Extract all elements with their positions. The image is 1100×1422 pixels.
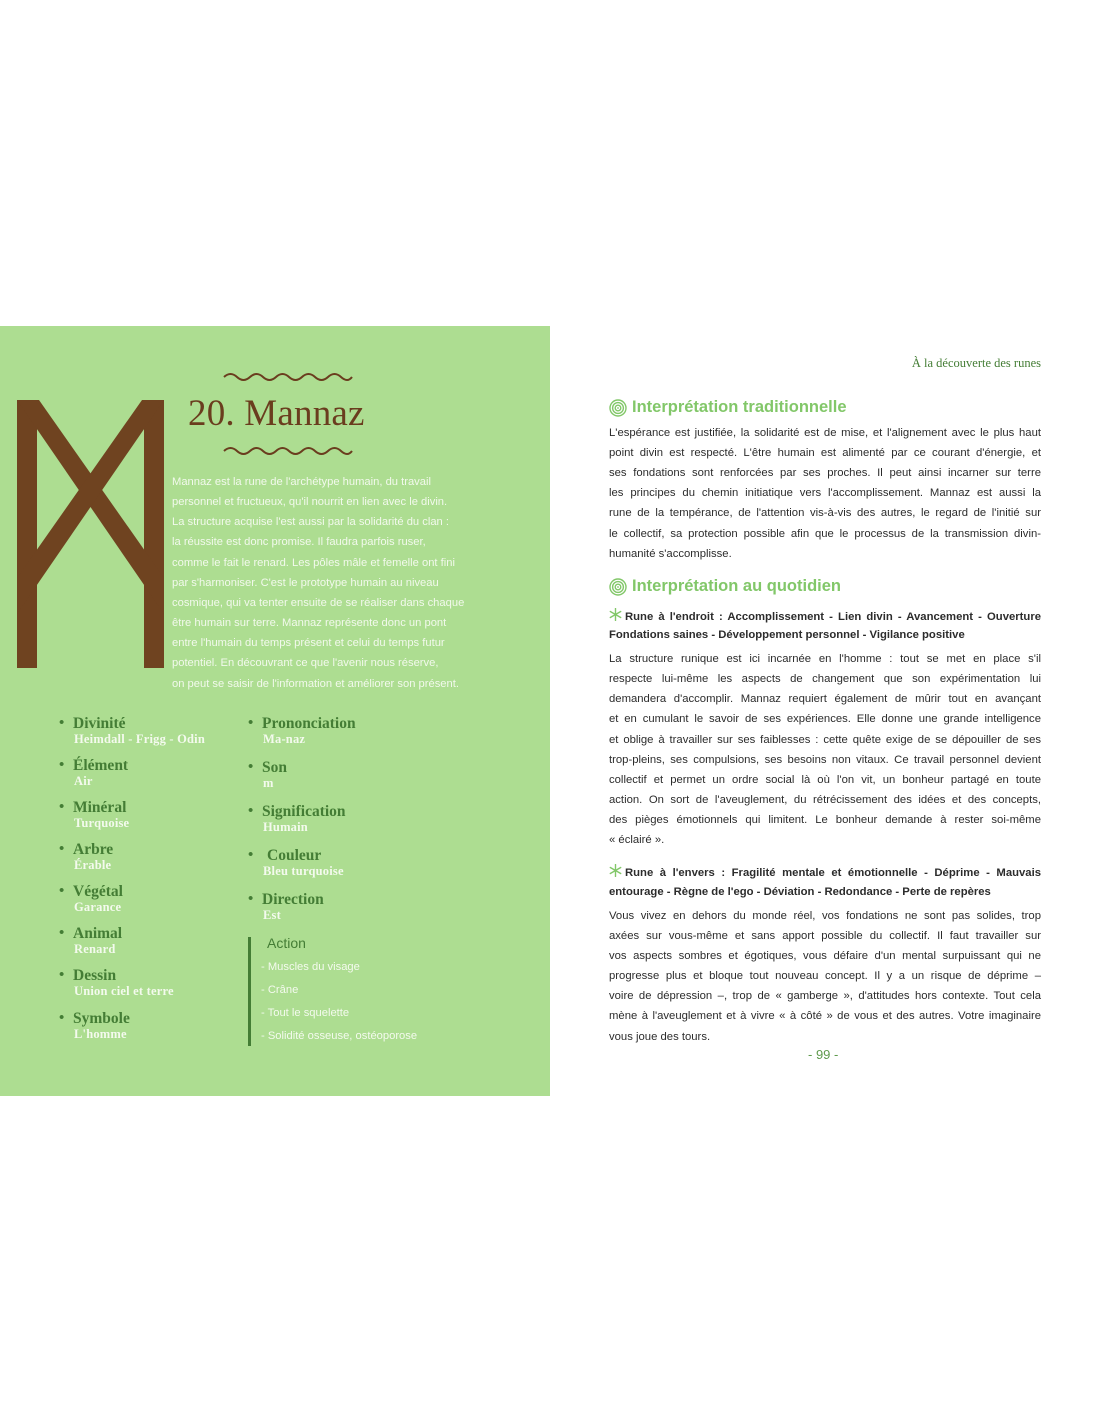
attribute-animal — [59, 925, 123, 957]
intro-line: par s'harmoniser. C'est le prototype humain au niveau — [172, 577, 439, 589]
body-line: La structure runique est ici incarnée en l'homme : tout se met en place s'il — [609, 653, 1041, 665]
upright-keywords-line2: Fondations saines - Développement personnel - Vigilance positive — [609, 629, 965, 641]
attribute-vegetal — [59, 883, 123, 915]
attribute-label: Son — [262, 759, 287, 776]
attribute-label: Arbre — [73, 841, 114, 858]
bullet-icon: • — [59, 799, 65, 815]
body-line: axées sur vous-même et sans apport possible du collectif. Il faut travailler sur — [609, 930, 1041, 942]
body-line: humanité s'accomplisse. — [609, 548, 732, 560]
attribute-value: Érable — [74, 858, 112, 872]
bullet-icon: • — [59, 841, 65, 857]
attribute-label: Signification — [262, 803, 346, 820]
intro-line: comme le fait le renard. Les pôles mâle et femelle ont fini — [172, 557, 455, 569]
mannaz-rune-icon — [17, 400, 165, 668]
body-line: vous joue des tours. — [609, 1031, 711, 1043]
section-title-text: Interprétation au quotidien — [632, 577, 841, 595]
body-line: voire de dépression –, trop de « gamberge », d'attitudes hors contexte. Tout cela — [609, 990, 1041, 1002]
body-line: progresse plus et bloque tout nouveau concept. Il y a un risque de déprime – — [609, 970, 1041, 982]
intro-line: La structure acquise l'est aussi par la solidarité du clan : — [172, 516, 449, 528]
attribute-signification — [248, 803, 346, 835]
action-title: Action — [267, 935, 306, 951]
spiral-icon — [609, 399, 627, 417]
attribute-label: Animal — [73, 925, 123, 942]
attribute-value: Air — [74, 774, 93, 788]
bullet-icon: • — [248, 803, 254, 819]
body-line: les principes du chemin initiatique vers l'accomplissement. Mannaz est aussi la — [609, 487, 1041, 499]
attribute-divinite — [59, 715, 205, 747]
bullet-icon: • — [248, 891, 254, 907]
attribute-son — [248, 759, 287, 791]
intro-line: potentiel. En découvrant ce que l'avenir nous réserve, — [172, 657, 439, 669]
attribute-value: Heimdall - Frigg - Odin — [74, 732, 205, 746]
attribute-direction — [248, 891, 324, 923]
action-item: - Muscles du visage — [261, 961, 360, 973]
body-line: mène à l'aveuglement et à vivre « à côté » de vous et des autres. Votre imaginaire — [609, 1010, 1041, 1022]
body-line: et en cumulant le savoir de ses expériences. Elle donne une grande intelligence — [609, 713, 1041, 725]
page-number: - 99 - — [808, 1047, 839, 1062]
attribute-label: Symbole — [73, 1010, 130, 1027]
keywords-text: Rune à l'endroit : Accomplissement - Lien divin - Avancement - Ouverture — [625, 611, 1041, 623]
attribute-label: Prononciation — [262, 715, 356, 732]
attribute-value: Humain — [263, 820, 308, 834]
intro-line: être humain sur terre. Mannaz représente donc un pont — [172, 617, 447, 629]
attribute-value: L'homme — [74, 1027, 127, 1041]
bullet-icon: • — [59, 883, 65, 899]
running-header: À la découverte des runes — [911, 356, 1041, 370]
attribute-value: Garance — [74, 900, 122, 914]
body-line: des pièges émotionnels qui limitent. Le bonheur demande à rester soi-même — [609, 814, 1041, 826]
attribute-value: Renard — [74, 942, 116, 956]
intro-line: personnel et fructueux, qu'il nourrit en lien avec le divin. — [172, 496, 448, 508]
body-line: demandera d'accomplir. Mannaz requiert également de mûrir tout en avançant — [609, 693, 1041, 705]
intro-line: on peut se saisir de l'information et améliorer son présent. — [172, 678, 459, 690]
bullet-icon: • — [59, 757, 65, 773]
bullet-icon: • — [59, 925, 65, 941]
body-line: point divin est respecté. L'être humain est alimenté par ce courant d'énergie, et — [609, 447, 1041, 459]
attribute-value: Union ciel et terre — [74, 984, 174, 998]
body-line: trop-pleins, ses compulsions, ses besoins non vitaux. Ce travail personnel devient — [609, 754, 1041, 766]
body-line: « éclairé ». — [609, 834, 665, 846]
intro-line: cosmique, qui va tenter ensuite de se réaliser dans chaque — [172, 597, 465, 609]
attribute-label: Direction — [262, 891, 324, 908]
body-line: Vous vivez en dehors du monde réel, vos fondations ne sont pas solides, trop — [609, 910, 1041, 922]
bullet-icon: • — [248, 715, 254, 731]
intro-line: la réussite est donc promise. Il faudra parfois ruser, — [172, 536, 426, 548]
body-line: le collectif, sa protection possible afin que le processus de la transmission divin- — [609, 528, 1041, 540]
spiral-icon — [609, 578, 627, 596]
body-line: et oblige à travailler sur ses faiblesses : cette quête exige de se dépouiller de ses — [609, 734, 1041, 746]
body-line: action. On sort de l'aveuglement, du rétrécissement des idées et des concepts, — [609, 794, 1041, 806]
bullet-icon: • — [248, 759, 254, 775]
attribute-label: Végétal — [73, 883, 123, 900]
attribute-value: m — [263, 776, 274, 790]
body-line: L'espérance est justifiée, la solidarité est de mise, et l'alignement avec le plus haut — [609, 427, 1041, 439]
attribute-value: Bleu turquoise — [263, 864, 344, 878]
attribute-mineral — [59, 799, 130, 831]
bullet-icon: • — [248, 847, 254, 863]
attribute-dessin — [59, 967, 174, 999]
attribute-label: Couleur — [267, 847, 322, 864]
attribute-label: Dessin — [73, 967, 117, 984]
attribute-symbole — [59, 1010, 130, 1042]
attribute-arbre — [59, 841, 114, 873]
attribute-element — [59, 757, 129, 789]
attribute-prononciation — [248, 715, 356, 747]
action-item: - Crâne — [261, 984, 299, 996]
section-daily-title — [609, 577, 841, 596]
wave-ornament-top — [223, 371, 353, 383]
body-line: collectif et permet un ordre social là où l'on vit, un bonheur partagé en toute — [609, 774, 1041, 786]
reversed-keywords-line2: entourage - Règne de l'ego - Déviation - Redondance - Perte de repères — [609, 886, 991, 898]
upright-keywords — [609, 608, 1041, 622]
bullet-icon: • — [59, 715, 65, 731]
section-traditional-title — [609, 398, 847, 417]
bullet-icon: • — [59, 1010, 65, 1026]
action-item: - Solidité osseuse, ostéoporose — [261, 1030, 418, 1042]
body-line: vos aspects sombres et égotiques, vous défaire d'un mental surpuissant qui ne — [609, 950, 1041, 962]
body-line: ses fondations sont renforcées par ses proches. Il peut ainsi incarner sur terre — [609, 467, 1041, 479]
body-line: respecte lui-même les aspects de changement que son expérimentation lui — [609, 673, 1041, 685]
intro-line: entre l'humain du temps présent et celui du temps futur — [172, 637, 445, 649]
rune-title: 20. Mannaz — [188, 393, 365, 434]
attribute-value: Est — [263, 908, 281, 922]
keywords-text: Rune à l'envers : Fragilité mentale et émotionnelle - Déprime - Mauvais — [625, 867, 1041, 879]
intro-line: Mannaz est la rune de l'archétype humain, du travail — [172, 476, 431, 488]
attribute-value: Ma-naz — [263, 732, 306, 746]
body-line: rune de la tempérance, de l'attention vis-à-vis des autres, le regard de l'initié sur — [609, 507, 1041, 519]
attribute-value: Turquoise — [74, 816, 130, 830]
rune-star-icon — [609, 608, 622, 621]
action-item: - Tout le squelette — [261, 1007, 350, 1019]
wave-ornament-bottom — [223, 445, 353, 457]
attribute-label: Minéral — [73, 799, 127, 816]
reversed-keywords — [609, 864, 1041, 878]
section-title-text: Interprétation traditionnelle — [632, 398, 847, 416]
action-divider — [248, 937, 251, 1046]
rune-star-icon — [609, 864, 622, 877]
attribute-label: Élément — [73, 757, 129, 774]
attribute-couleur — [248, 847, 344, 879]
bullet-icon: • — [59, 967, 65, 983]
attribute-label: Divinité — [73, 715, 126, 732]
